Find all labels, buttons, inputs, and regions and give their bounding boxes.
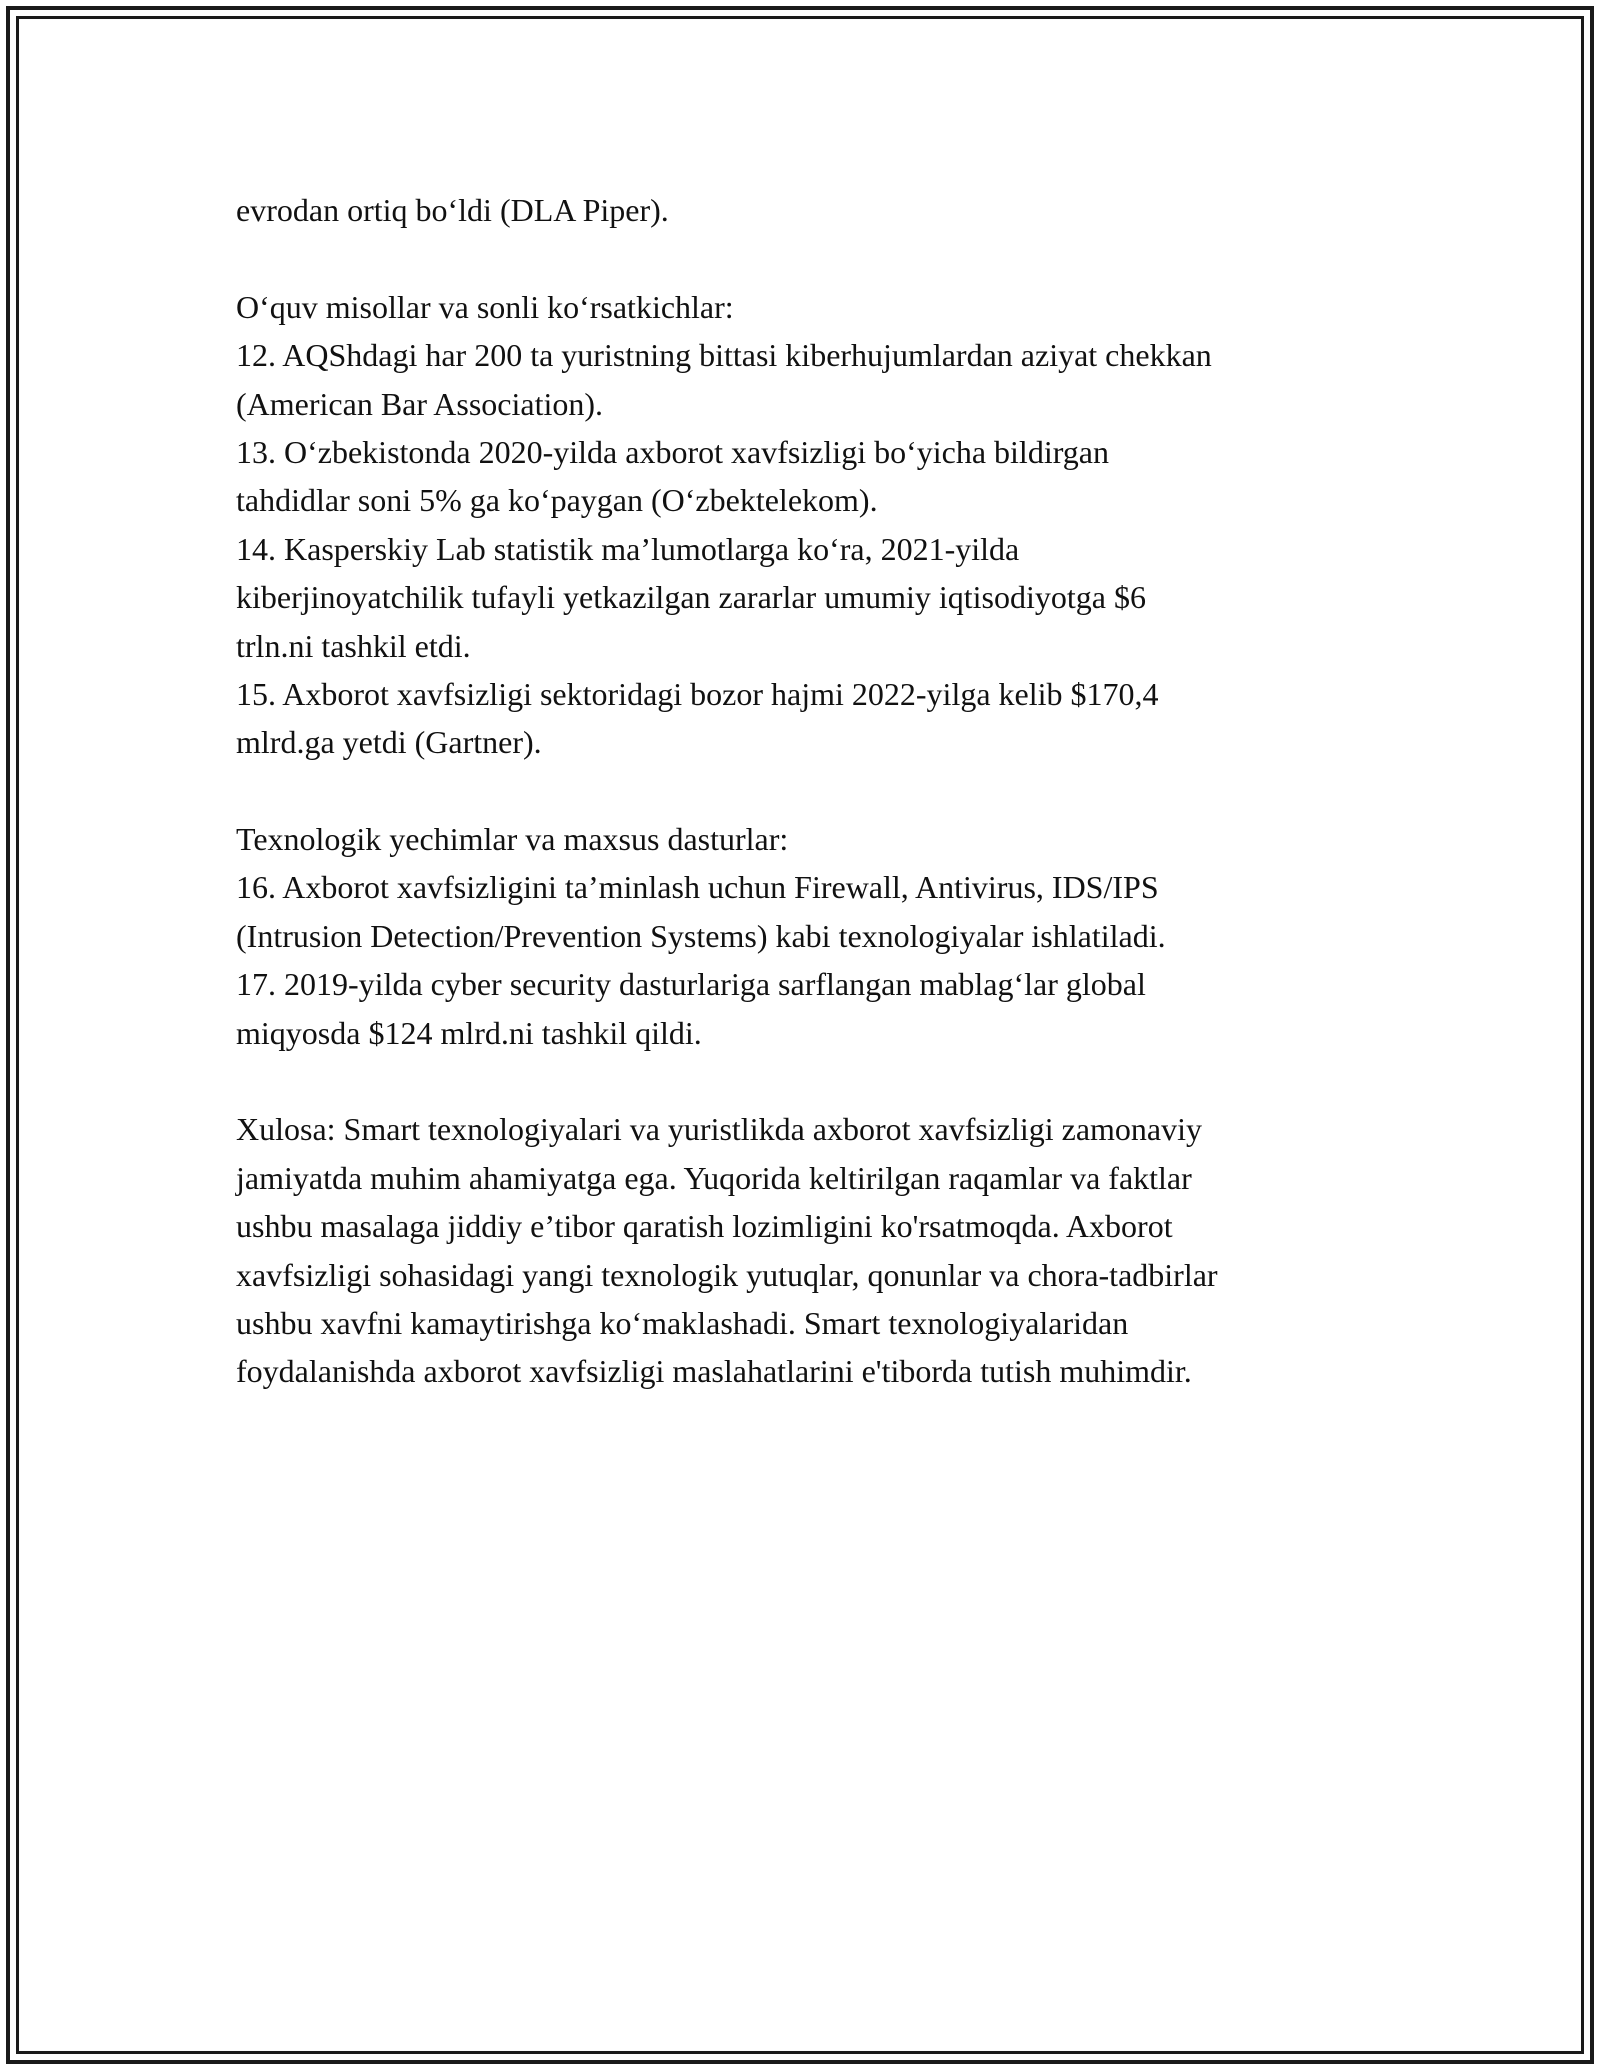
text-line: trln.ni tashkil etdi. (236, 627, 471, 664)
section-conclusion (236, 1105, 1376, 1395)
text-line: 12. AQShdagi har 200 ta yuristning bittasi kiberhujumlardan aziyat chekkan (236, 337, 1212, 374)
text-line: ushbu xavfni kamaytirishga koʻmaklashadi. Smart texnologiyalaridan (236, 1304, 1129, 1341)
paragraph-gap (236, 1057, 1376, 1105)
text-line: foydalanishda axborot xavfsizligi maslahatlarini e'tiborda tutish muhimdir. (236, 1353, 1192, 1390)
text-line: 15. Axborot xavfsizligi sektoridagi bozor hajmi 2022-yilga kelib $170,4 (236, 675, 1159, 712)
section-heading: Texnologik yechimlar va maxsus dasturlar: (236, 821, 789, 858)
text-line: (Intrusion Detection/Prevention Systems) kabi texnologiyalar ishlatiladi. (236, 917, 1166, 954)
conclusion-first-line: Xulosa: Smart texnologiyalari va yuristlikda axborot xavfsizligi zamonaviy (236, 1111, 1202, 1148)
text-line: miqyosda $124 mlrd.ni tashkil qildi. (236, 1014, 702, 1051)
text-line: (American Bar Association). (236, 385, 603, 422)
text-line: 17. 2019-yilda cyber security dasturlariga sarflangan mablagʻlar global (236, 966, 1146, 1003)
text-line: 14. Kasperskiy Lab statistik ma’lumotlarga koʻra, 2021-yilda (236, 530, 1020, 567)
section-heading: Oʻquv misollar va sonli koʻrsatkichlar: (236, 288, 734, 325)
text-line: 13. Oʻzbekistonda 2020-yilda axborot xavfsizligi boʻyicha bildirgan (236, 433, 1109, 470)
text-line: jamiyatda muhim ahamiyatga ega. Yuqorida keltirilgan raqamlar va faktlar (236, 1159, 1192, 1196)
intro-line: evrodan ortiq boʻldi (DLA Piper). (236, 192, 669, 228)
text-line: 16. Axborot xavfsizligini ta’minlash uchun Firewall, Antivirus, IDS/IPS (236, 869, 1159, 906)
text-line: xavfsizligi sohasidagi yangi texnologik yutuqlar, qonunlar va chora-tadbirlar (236, 1256, 1218, 1293)
paragraph-gap (236, 767, 1376, 815)
text-line: tahdidlar soni 5% ga koʻpaygan (Oʻzbektelekom). (236, 482, 878, 519)
text-line: mlrd.ga yetdi (Gartner). (236, 724, 542, 761)
paragraph-gap (236, 234, 1376, 282)
document-body (236, 186, 1376, 1396)
text-line: kiberjinoyatchilik tufayli yetkazilgan zararlar umumiy iqtisodiyotga $6 (236, 579, 1146, 616)
section-technologies (236, 815, 1376, 1057)
section-examples (236, 283, 1376, 767)
text-line: ushbu masalaga jiddiy e’tibor qaratish lozimligini ko'rsatmoqda. Axborot (236, 1208, 1173, 1245)
